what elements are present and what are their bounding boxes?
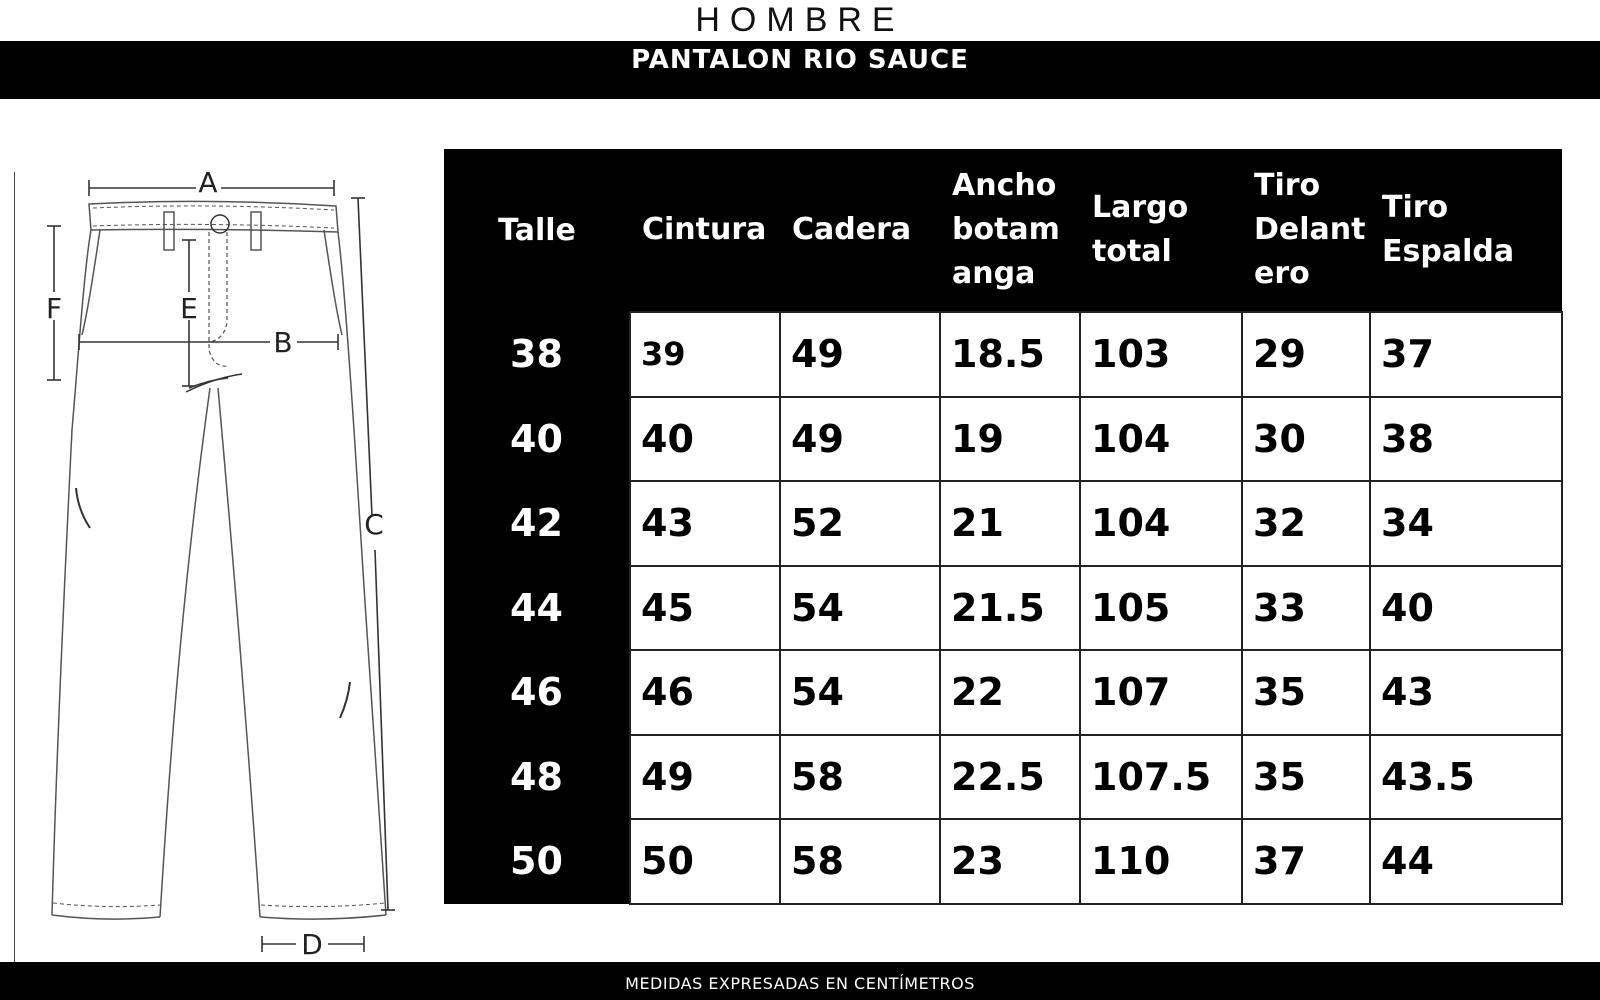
ancho-cell: 18.5	[940, 312, 1080, 397]
header-cintura: Cintura	[630, 149, 780, 312]
cadera-cell: 58	[780, 735, 940, 820]
footer-note: MEDIDAS EXPRESADAS EN CENTÍMETROS	[625, 974, 975, 993]
table-row	[444, 566, 1562, 651]
cadera-cell: 49	[780, 397, 940, 482]
pants-illustration	[14, 170, 416, 974]
tiro-delantero-cell: 30	[1242, 397, 1370, 482]
ancho-cell: 19	[940, 397, 1080, 482]
largo-cell: 107.5	[1080, 735, 1242, 820]
talle-cell: 46	[444, 650, 630, 735]
left-outer-seam	[52, 230, 91, 915]
tiro-espalda-cell: 43.5	[1370, 735, 1562, 820]
tiro-espalda-cell: 43	[1370, 650, 1562, 735]
left-inseam	[160, 388, 210, 917]
talle-cell: 48	[444, 735, 630, 820]
talle-cell: 38	[444, 312, 630, 397]
fly-stitch	[209, 232, 228, 366]
right-outer-seam	[338, 232, 386, 915]
cintura-cell: 40	[630, 397, 780, 482]
header-tiro-delantero: Tiro Delant ero	[1242, 149, 1370, 312]
tiro-espalda-cell: 44	[1370, 819, 1562, 904]
tiro-espalda-cell: 34	[1370, 481, 1562, 566]
gender-title: HOMBRE	[695, 1, 905, 39]
label-e: E	[180, 292, 198, 325]
pants-measurement-diagram	[14, 170, 416, 974]
header-cadera: Cadera	[780, 149, 940, 312]
ancho-cell: 21	[940, 481, 1080, 566]
tiro-delantero-cell: 29	[1242, 312, 1370, 397]
ancho-cell: 21.5	[940, 566, 1080, 651]
tiro-delantero-cell: 32	[1242, 481, 1370, 566]
tiro-espalda-cell: 38	[1370, 397, 1562, 482]
largo-cell: 105	[1080, 566, 1242, 651]
left-hem	[52, 915, 160, 919]
tiro-espalda-cell: 37	[1370, 312, 1562, 397]
largo-cell: 107	[1080, 650, 1242, 735]
tiro-espalda-cell: 40	[1370, 566, 1562, 651]
largo-cell: 103	[1080, 312, 1242, 397]
belt-loop	[251, 212, 261, 250]
cadera-cell: 52	[780, 481, 940, 566]
ancho-cell: 23	[940, 819, 1080, 904]
talle-cell: 50	[444, 819, 630, 904]
right-inseam	[218, 388, 260, 917]
table-row	[444, 650, 1562, 735]
label-a: A	[198, 170, 218, 199]
largo-cell: 104	[1080, 397, 1242, 482]
size-table	[444, 149, 1563, 905]
cintura-cell: 49	[630, 735, 780, 820]
table-row	[444, 481, 1562, 566]
cadera-cell: 49	[780, 312, 940, 397]
header-talle: Talle	[444, 149, 630, 312]
table-header-row	[444, 149, 1562, 312]
table-row	[444, 397, 1562, 482]
table-row	[444, 312, 1562, 397]
cadera-cell: 58	[780, 819, 940, 904]
cadera-cell: 54	[780, 650, 940, 735]
table-row	[444, 735, 1562, 820]
ancho-cell: 22	[940, 650, 1080, 735]
belt-loop	[164, 212, 174, 250]
cintura-cell: 43	[630, 481, 780, 566]
talle-cell: 40	[444, 397, 630, 482]
product-header-bar	[0, 41, 1600, 99]
label-c: C	[364, 508, 384, 541]
label-b: B	[273, 326, 293, 359]
tiro-delantero-cell: 33	[1242, 566, 1370, 651]
largo-cell: 110	[1080, 819, 1242, 904]
cintura-cell: 45	[630, 566, 780, 651]
header-tiro-espalda: Tiro Espalda	[1370, 149, 1562, 312]
cintura-cell: 50	[630, 819, 780, 904]
header-ancho-botamanga: Ancho botam anga	[940, 149, 1080, 312]
tiro-delantero-cell: 37	[1242, 819, 1370, 904]
product-title: PANTALON RIO SAUCE	[631, 45, 969, 75]
talle-cell: 42	[444, 481, 630, 566]
right-hem	[260, 915, 386, 919]
tiro-delantero-cell: 35	[1242, 650, 1370, 735]
header-largo-total: Largo total	[1080, 149, 1242, 312]
cadera-cell: 54	[780, 566, 940, 651]
table-row	[444, 819, 1562, 904]
footer-bar	[0, 962, 1600, 1000]
talle-cell: 44	[444, 566, 630, 651]
cintura-cell: 46	[630, 650, 780, 735]
tiro-delantero-cell: 35	[1242, 735, 1370, 820]
cintura-cell: 39	[630, 312, 780, 397]
label-f: F	[45, 292, 63, 325]
ancho-cell: 22.5	[940, 735, 1080, 820]
largo-cell: 104	[1080, 481, 1242, 566]
label-d: D	[301, 928, 323, 961]
